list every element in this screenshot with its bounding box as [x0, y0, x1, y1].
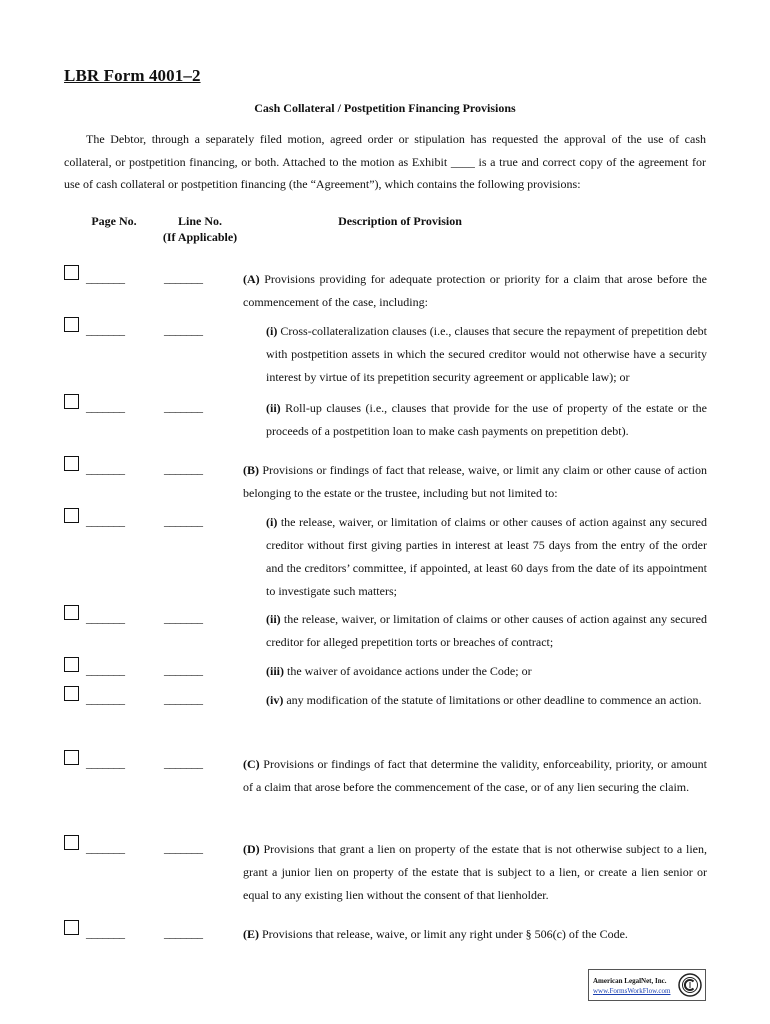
page-number-field[interactable]: _______ — [86, 611, 125, 625]
intro-paragraph: The Debtor, through a separately filed motion, agreed order or stipulation has requested the approval of the use of cash collateral, or postpetition financing, or both. Attached to the motion as Exhibit ____ is a true and correct copy of the agreement for use of cash collateral or postpetition financing (the “Agreement”), which contains the following provisions: — [64, 132, 706, 191]
provision-checkbox[interactable] — [64, 657, 79, 672]
provision-checkbox[interactable] — [64, 686, 79, 701]
provision-text — [243, 838, 707, 907]
page-number-field[interactable]: _______ — [86, 462, 125, 476]
publisher-logo — [588, 969, 706, 1001]
provision-tag: (C) — [243, 757, 260, 771]
provision-tag: (A) — [243, 272, 260, 286]
provision-text — [266, 320, 707, 389]
form-subtitle: Cash Collateral / Postpetition Financing Provisions — [254, 101, 516, 115]
provision-description: Provisions or findings of fact that release, waive, or limit any claim or other cause of action belonging to the estate or the trustee, including but not limited to: — [243, 463, 707, 500]
page-number-field[interactable]: _______ — [86, 323, 125, 337]
provision-checkbox[interactable] — [64, 835, 79, 850]
line-number-field[interactable]: _______ — [164, 400, 203, 414]
provision-description: Roll-up clauses (i.e., clauses that provide for the use of property of the estate or the proceeds of a postpetition loan to make cash payments on prepetition debt). — [266, 401, 707, 438]
provision-description: the release, waiver, or limitation of claims or other causes of action against any secured creditor without first giving parties in interest at least 75 days from the entry of the order and the creditors’ committee, if appointed, at least 60 days from the date of its appointment to investigate such matters; — [266, 515, 707, 598]
line-number-field[interactable]: _______ — [164, 841, 203, 855]
provision-tag: (iv) — [266, 693, 284, 707]
provision-checkbox[interactable] — [64, 508, 79, 523]
provision-description: Cross-collateralization clauses (i.e., clauses that secure the repayment of prepetition debt with postpetition assets in which the secured creditor would not otherwise have a security interest by virtue of its prepetition security agreement or applicable law); or — [266, 324, 707, 384]
page-number-field[interactable]: _______ — [86, 514, 125, 528]
provision-text — [266, 660, 707, 683]
provision-checkbox[interactable] — [64, 920, 79, 935]
line-number-field[interactable]: _______ — [164, 692, 203, 706]
provision-text — [243, 923, 707, 946]
line-number-field[interactable]: _______ — [164, 926, 203, 940]
provision-checkbox[interactable] — [64, 456, 79, 471]
page-number-field[interactable]: _______ — [86, 841, 125, 855]
provision-checkbox[interactable] — [64, 605, 79, 620]
page-number-field[interactable]: _______ — [86, 663, 125, 677]
publisher-link[interactable]: www.FormsWorkFlow.com — [593, 987, 671, 995]
page-number-field[interactable]: _______ — [86, 926, 125, 940]
provision-text — [266, 397, 707, 443]
page-number-field[interactable]: _______ — [86, 400, 125, 414]
provision-text — [266, 689, 707, 712]
column-header-page-no: Page No. — [91, 214, 137, 228]
line-number-field[interactable]: _______ — [164, 271, 203, 285]
provision-description: the release, waiver, or limitation of claims or other causes of action against any secured creditor for alleged prepetition torts or breaches of contract; — [266, 612, 707, 649]
page-number-field[interactable]: _______ — [86, 271, 125, 285]
provision-text — [243, 753, 707, 799]
column-header-line-no — [146, 213, 254, 245]
line-number-field[interactable]: _______ — [164, 514, 203, 528]
provision-text — [266, 608, 707, 654]
provision-tag: (i) — [266, 324, 278, 338]
page-number-field[interactable]: _______ — [86, 692, 125, 706]
line-number-field[interactable]: _______ — [164, 663, 203, 677]
provision-checkbox[interactable] — [64, 265, 79, 280]
provision-tag: (i) — [266, 515, 278, 529]
column-header-description: Description of Provision — [338, 214, 462, 228]
provision-tag: (ii) — [266, 612, 281, 626]
provision-tag: (iii) — [266, 664, 284, 678]
provision-checkbox[interactable] — [64, 317, 79, 332]
provision-description: any modification of the statute of limitations or other deadline to commence an action. — [283, 693, 702, 707]
line-number-field[interactable]: _______ — [164, 611, 203, 625]
provision-description: Provisions or findings of fact that determine the validity, enforceability, priority, or amount of a claim that arose before the commencement of the case, or of any lien securing the claim. — [243, 757, 707, 794]
provision-tag: (B) — [243, 463, 259, 477]
provision-description: Provisions providing for adequate protection or priority for a claim that arose before the commencement of the case, including: — [243, 272, 707, 309]
publisher-name: American LegalNet, Inc. — [593, 977, 667, 985]
page-number-field[interactable]: _______ — [86, 756, 125, 770]
line-number-field[interactable]: _______ — [164, 323, 203, 337]
provision-text — [243, 268, 707, 314]
provision-text — [243, 459, 707, 505]
column-header-line-no-note: (If Applicable) — [162, 230, 238, 244]
provision-description: the waiver of avoidance actions under the Code; or — [284, 664, 532, 678]
provision-checkbox[interactable] — [64, 394, 79, 409]
provision-tag: (E) — [243, 927, 259, 941]
column-header-line-no-label: Line No. — [177, 214, 222, 228]
line-number-field[interactable]: _______ — [164, 756, 203, 770]
provision-description: Provisions that release, waive, or limit any right under § 506(c) of the Code. — [259, 927, 628, 941]
provision-tag: (D) — [243, 842, 260, 856]
provision-text — [266, 511, 707, 603]
seal-icon — [678, 973, 702, 997]
provision-tag: (ii) — [266, 401, 281, 415]
line-number-field[interactable]: _______ — [164, 462, 203, 476]
provision-description: Provisions that grant a lien on property of the estate that is not otherwise subject to a lien, grant a junior lien on property of the estate that is subject to a lien, or create a lien senior or equal to any existing lien without the consent of that lienholder. — [243, 842, 707, 902]
provision-checkbox[interactable] — [64, 750, 79, 765]
form-title: LBR Form 4001–2 — [64, 66, 201, 85]
